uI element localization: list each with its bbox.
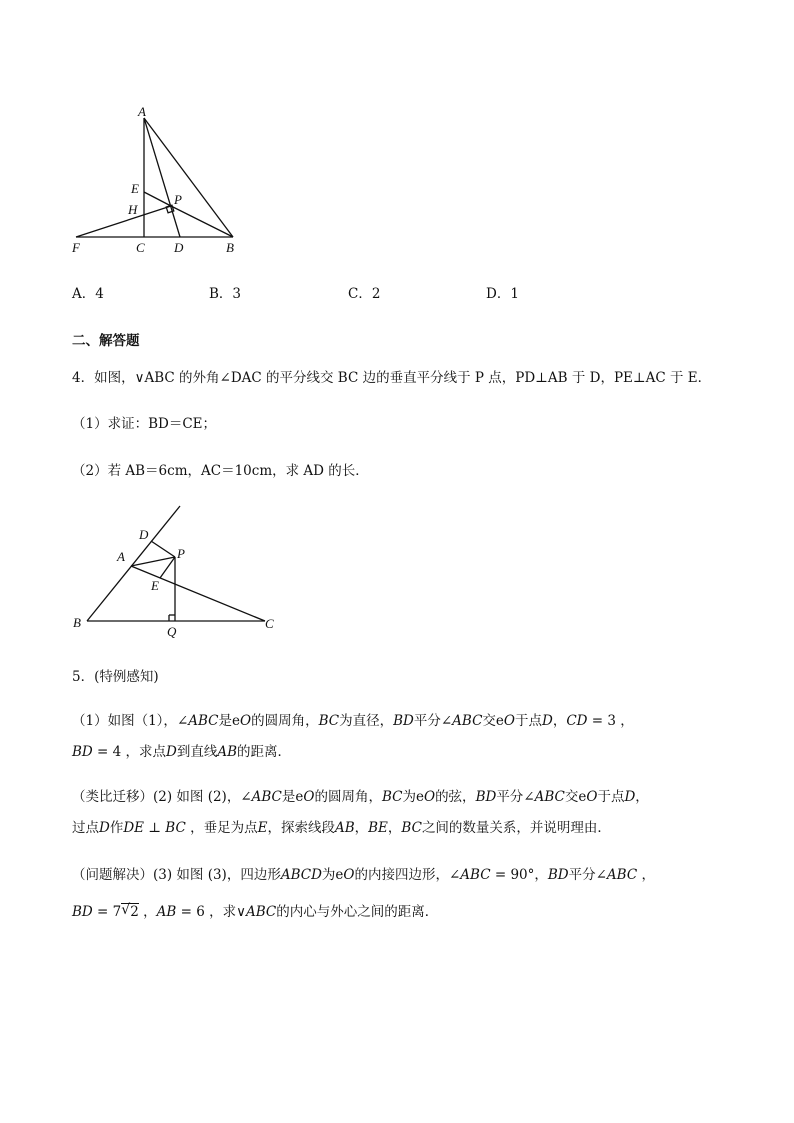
math: ∠ABC [240,789,282,805]
segment-pb [171,206,233,237]
text: = 7 [92,904,122,920]
text: 交 [564,789,579,805]
text: 过点 [72,820,99,836]
math: BE [368,820,388,836]
math: BC [165,820,186,836]
math: O [303,789,315,805]
figure-1-triangle [60,100,270,260]
section-title: 二、解答题 [72,333,140,349]
text: 是 [281,789,296,805]
option-c[interactable]: C．2 [348,286,381,302]
circle-symbol: e [578,789,587,805]
q5-part1-line1 [72,711,634,731]
math: ∠ABC [523,789,565,805]
text: 的内接四边形， [354,867,449,883]
text: ， [635,789,649,805]
math: BD [475,789,497,805]
text: = 3 ， [587,713,634,729]
text: = 90°， [490,867,548,883]
math: D [541,713,553,729]
text: 于点 [514,713,542,729]
math: ∠ABC [448,867,491,883]
option-b[interactable]: B．3 [209,286,242,302]
right-angle-mark [166,205,174,213]
math: O [343,867,355,883]
text: 为 [321,867,336,883]
math: ∠ABC [595,867,638,883]
text: 的圆周角， [251,713,319,729]
text: 为直径， [339,713,394,729]
math: O [586,789,598,805]
math: O [240,713,252,729]
math: ABC [245,904,277,920]
segment-ab [144,118,233,237]
label-f: F [72,240,80,255]
text: （类比迁移）(2) 如图 (2)， [72,789,241,805]
text: 于点 [597,789,625,805]
triangle-symbol: ∨ [236,904,246,920]
q4-part2: （2）若 AB＝6cm，AC＝10cm，求 AD 的长． [72,463,369,479]
text: = 6 ，求 [176,904,237,920]
label-h: H [128,202,138,217]
text: ， [552,713,567,729]
math: D [166,744,177,760]
q5-part1-line2 [72,742,291,762]
sqrt-symbol [121,903,139,920]
text: ， [387,820,402,836]
label-d: D [139,527,149,542]
math: AB [334,820,355,836]
label-p: P [174,192,182,207]
text: （问题解决）(3) 如图 (3)，四边形 [72,867,281,883]
text: （1）如图（1）， [72,713,177,729]
math: D [99,820,110,836]
text: 作 [109,820,124,836]
math: AB [217,744,238,760]
label-c: C [265,616,274,631]
text: 的距离． [237,744,292,760]
circle-symbol: e [415,789,424,805]
label-c: C [136,240,145,255]
math: AB [156,904,177,920]
text: 交 [482,713,496,729]
text: ， [637,867,655,883]
text: ， [138,904,157,920]
math: BD [72,744,93,760]
option-a[interactable]: A．4 [72,286,104,302]
segment-fp [76,206,171,237]
text: ， [354,820,369,836]
segment-ad [144,118,180,237]
label-e: E [131,181,139,196]
text: ⊥ [144,820,166,836]
math: ∠ABC [176,713,219,729]
label-b: B [73,615,81,630]
label-d: D [174,240,184,255]
math: DE [123,820,145,836]
circle-symbol: e [495,713,504,729]
q4-part1: （1）求证：BD＝CE； [72,416,217,432]
text: 平分 [413,713,441,729]
q5-part2-line1 [72,787,649,807]
text: 平分 [496,789,524,805]
text: 的内心与外心之间的距离． [276,904,439,920]
math: BD [547,867,569,883]
q5-part2-line2 [72,818,611,838]
math: O [423,789,436,805]
math: BC [381,789,403,805]
math: ABCD [280,867,322,883]
figure-2-triangle [65,500,285,645]
text: 到直线 [176,744,218,760]
segment-ac [131,566,265,621]
q5-part3-line1 [72,865,655,885]
math: CD [566,713,588,729]
label-a: A [138,104,146,119]
circle-symbol: e [335,867,344,883]
math: BD [72,904,93,920]
text: = 4 ，求点 [92,744,167,760]
math: O [503,713,515,729]
label-e: E [151,578,159,593]
math: E [257,820,268,836]
text: ，探索线段 [267,820,335,836]
label-a: A [117,549,125,564]
math: BC [401,820,422,836]
text: 为 [402,789,416,805]
segment-dp [151,541,175,557]
math: D [624,789,636,805]
label-p: P [177,546,185,561]
math: ∠ABC [440,713,483,729]
sqrt-check-icon: √ [121,902,131,918]
sqrt-radicand: 2 [130,904,139,920]
label-q: Q [167,624,177,639]
text: 是 [218,713,232,729]
text: ，垂足为点 [185,820,258,836]
line-bd-extended [87,506,180,621]
label-b: B [226,240,234,255]
text: 平分 [568,867,596,883]
text: 的圆周角， [314,789,382,805]
option-d[interactable]: D．1 [486,286,519,302]
circle-symbol: e [295,789,304,805]
math: BD [393,713,414,729]
q5-part3-line2 [72,902,438,922]
q5-stem: 5．(特例感知) [72,669,159,685]
text: 之间的数量关系，并说明理由． [421,820,611,836]
circle-symbol: e [232,713,240,729]
q4-stem: 4．如图，∨ABC 的外角∠DAC 的平分线交 BC 边的垂直平分线于 P 点，PD⊥AB 于 D，PE⊥AC 于 E． [72,370,712,386]
math: BC [318,713,340,729]
text: 的弦， [435,789,476,805]
